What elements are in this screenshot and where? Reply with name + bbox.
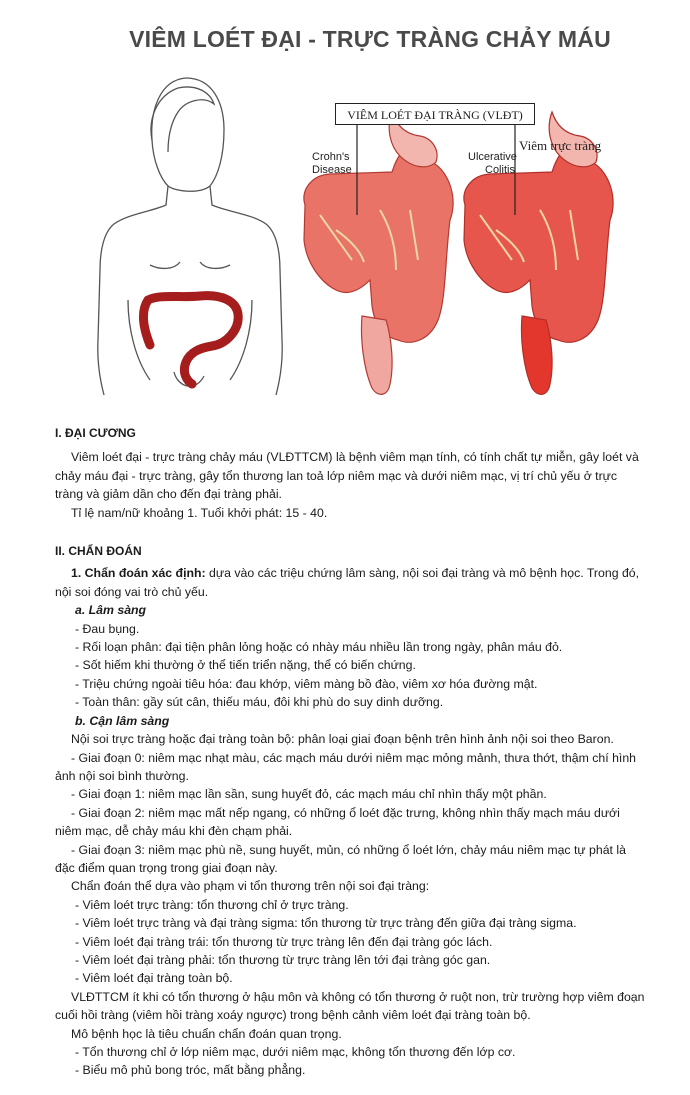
list-item: - Triệu chứng ngoài tiêu hóa: đau khớp, viêm màng bồ đào, viêm xơ hóa đường mật. [75, 676, 538, 691]
stage-item: - Giai đoạn 1: niêm mạc lần sần, sung huyết đỏ, các mạch máu chỉ nhìn thấy một phần. [71, 787, 547, 802]
list-item: - Viêm loét trực tràng và đại tràng sigma: tổn thương từ trực tràng đến giữa đại tràng sigma. [75, 916, 577, 931]
diagnosis-paragraph: 1. Chẩn đoán xác định: dựa vào các triệu chứng lâm sàng, nội soi đại tràng và mô bệnh học. Trong đó, nội soi đóng vai trò chủ yếu. [55, 566, 640, 599]
paragraph: Mô bệnh học là tiêu chuẩn chẩn đoán quan trọng. [71, 1026, 342, 1041]
stage-item: - Giai đoạn 0: niêm mạc nhạt màu, các mạch máu dưới niêm mạc mỏng mảnh, thưa thớt, thậm chí hình ảnh nội soi bình thường. [55, 750, 637, 783]
list-item: - Rối loạn phân: đại tiện phân lỏng hoặc có nhày máu nhiều lần trong ngày, phân máu đỏ. [75, 640, 563, 655]
subheading-b: b. Cận lâm sàng [75, 713, 170, 728]
section-heading-2: II. CHẨN ĐOÁN [55, 544, 142, 559]
torso-colon [144, 296, 239, 384]
list-item: - Tổn thương chỉ ở lớp niêm mạc, dưới niêm mạc, không tổn thương đến lớp cơ. [75, 1045, 516, 1059]
list-item: - Viêm loét đại tràng phải: tổn thương từ trực tràng lên tới đại tràng góc gan. [75, 952, 491, 967]
list-item: - Sốt hiếm khi thường ở thể tiến triển nặng, thể có biến chứng. [75, 658, 416, 673]
list-item: - Viêm loét đại tràng toàn bộ. [75, 971, 233, 986]
stage-item: - Giai đoạn 3: niêm mạc phù nề, sung huyết, mủn, có những ổ loét lớn, chảy máu niêm mạc tự phát là đặc điểm quan trọng trong giai đoạn này. [55, 842, 626, 875]
list-item: - Biểu mô phủ bong tróc, mất bằng phẳng. [75, 1063, 306, 1078]
list-item: - Viêm loét trực tràng: tổn thương chỉ ở trực tràng. [75, 897, 349, 912]
paragraph: Chẩn đoán thể dựa vào phạm vi tổn thương trên nội soi đại tràng: [71, 879, 430, 894]
paragraph: Tỉ lệ nam/nữ khoảng 1. Tuổi khởi phát: 15 - 40. [71, 505, 328, 520]
document-body [55, 424, 645, 1080]
paragraph: Nội soi trực tràng hoặc đại tràng toàn bộ: phân loại giai đoạn bệnh trên hình ảnh nội soi theo Baron. [71, 732, 614, 747]
page-title: VIÊM LOÉT ĐẠI - TRỰC TRÀNG CHẢY MÁU [129, 26, 611, 52]
paragraph: Viêm loét đại - trực tràng chảy máu (VLĐTTCM) là bệnh viêm mạn tính, có tính chất tự miễn, gây loét và chảy máu đại - trực tràng, gây tổn thương lan toả lớp niêm mạc và dưới niêm mạc, vị trí chủ yếu ở trực tràng và giảm dần cho đến đại tràng phải. [55, 450, 639, 502]
body-outline [98, 78, 282, 395]
rectum-label: Viêm trực tràng [519, 138, 602, 153]
figure-box-label: VIÊM LOÉT ĐẠI TRÀNG (VLĐT) [335, 103, 535, 125]
crohns-label: Crohn's Disease [312, 151, 352, 176]
list-item: - Viêm loét đại tràng trái: tổn thương từ trực tràng lên đến đại tràng góc lách. [75, 934, 493, 949]
section-heading-1: I. ĐẠI CƯƠNG [55, 426, 136, 440]
paragraph: VLĐTTCM ít khi có tổn thương ở hậu môn và không có tổn thương ở ruột non, trừ trường hợp viêm đoạn cuối hồi tràng (viêm hồi tràng xoáy ngược) trong bệnh cảnh viêm loét đại tràng toàn bộ. [55, 989, 645, 1023]
subheading-a: a. Lâm sàng [75, 603, 147, 618]
list-item: - Toàn thân: gầy sút cân, thiếu máu, đôi khi phù do suy dinh dưỡng. [75, 695, 444, 710]
ulcerative-colitis-label: Ulcerative Colitis [468, 151, 517, 176]
list-item: - Đau bụng. [75, 621, 140, 636]
stage-item: - Giai đoạn 2: niêm mạc mất nếp ngang, có những ổ loét đặc trưng, không nhìn thấy mạch máu dưới niêm mạc, dễ chảy máu khi đèn chạm phải. [55, 805, 620, 839]
